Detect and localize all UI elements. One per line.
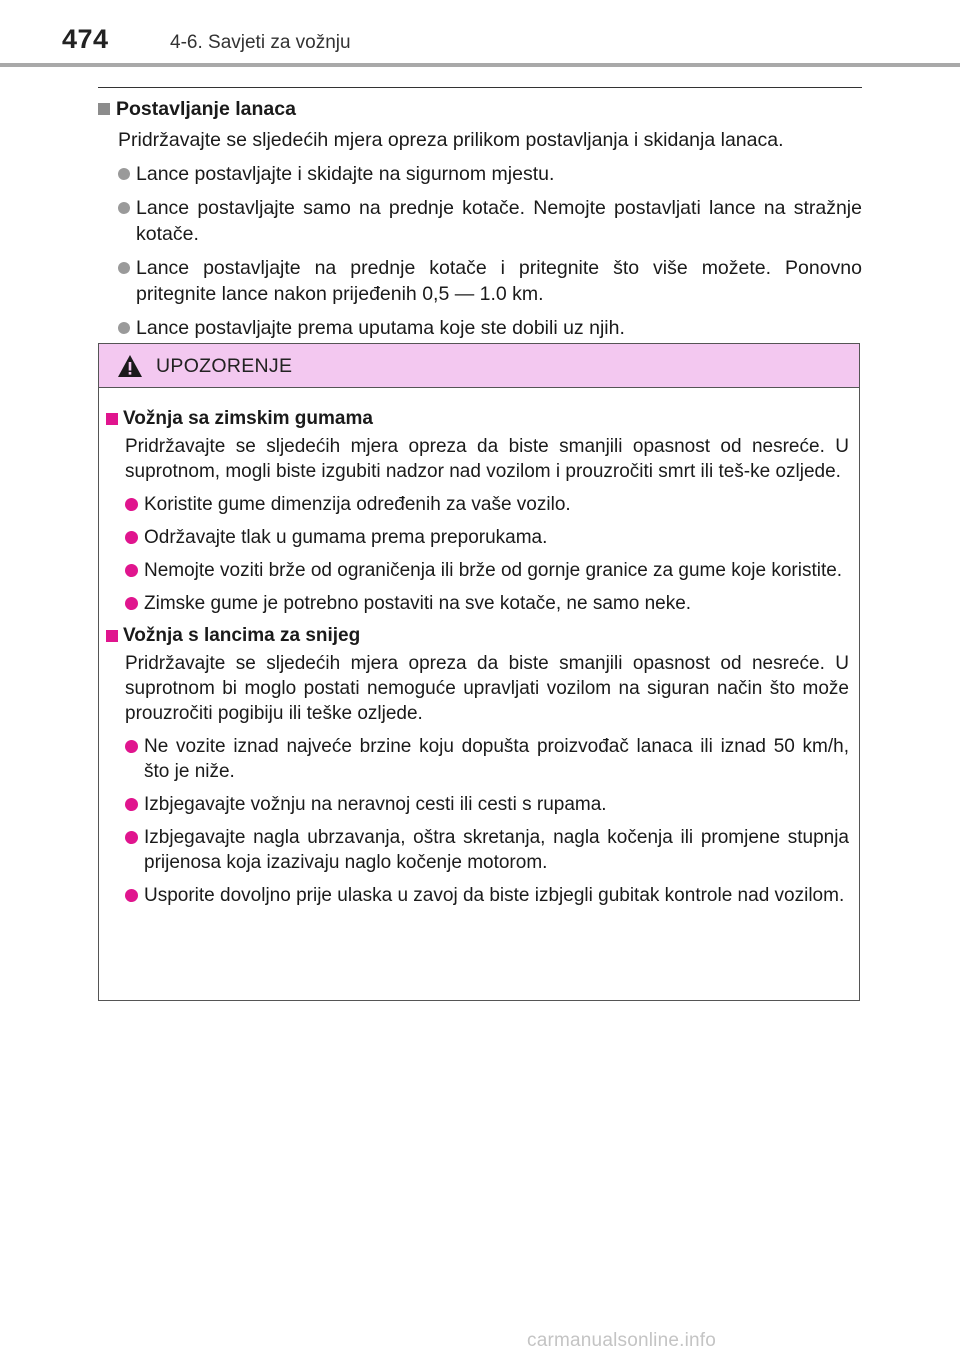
list-item xyxy=(118,255,862,307)
warning-section-heading xyxy=(106,623,849,648)
list-item xyxy=(125,558,849,583)
warning-section-snow-chains xyxy=(106,623,849,908)
warning-header xyxy=(99,344,859,388)
list-item xyxy=(125,525,849,550)
list-item xyxy=(125,492,849,517)
content-top-rule xyxy=(98,87,862,88)
list-item-text: Izbjegavajte vožnju na neravnoj cesti ili cesti s rupama. xyxy=(144,794,607,815)
bullet-dot-icon xyxy=(118,322,130,334)
list-item xyxy=(125,883,849,908)
header-rule xyxy=(0,63,960,67)
list-item-text: Ne vozite iznad najveće brzine koju dopušta proizvođač lanaca ili iznad 50 km/h, što je niže. xyxy=(144,736,849,782)
square-bullet-icon xyxy=(98,103,110,115)
list-item-text: Održavajte tlak u gumama prema preporukama. xyxy=(144,527,548,548)
list-item-text: Lance postavljajte prema uputama koje ste dobili uz njih. xyxy=(136,317,625,339)
warning-title: UPOZORENJE xyxy=(156,355,293,377)
section-title: 4-6. Savjeti za vožnju xyxy=(170,32,351,53)
warning-section-heading-text: Vožnja sa zimskim gumama xyxy=(123,408,373,429)
list-item-text: Izbjegavajte nagla ubrzavanja, oštra skretanja, nagla kočenja ili promjene stupnja prijenosa koja izazivaju naglo kočenje motorom. xyxy=(144,827,849,873)
section-heading-text: Postavljanje lanaca xyxy=(116,98,296,120)
bullet-dot-icon xyxy=(125,597,138,610)
list-item xyxy=(118,195,862,247)
warning-body xyxy=(99,388,859,908)
watermark: carmanualsonline.info xyxy=(527,1330,717,1351)
bullet-dot-icon xyxy=(125,889,138,902)
list-item-text: Nemojte voziti brže od ograničenja ili brže od gornje granice za gume koje koristite. xyxy=(144,560,843,581)
bullet-dot-icon xyxy=(125,531,138,544)
list-item xyxy=(125,825,849,875)
warning-section-intro: Pridržavajte se sljedećih mjera opreza da biste smanjili opasnost od nesreće. U suprotnom bi moglo postati nemoguće upravljati vozilom na siguran način što može prouzročiti pogibiju ili teške ozljede. xyxy=(125,653,849,724)
bullet-dot-icon xyxy=(118,168,130,180)
list-item-text: Usporite dovoljno prije ulaska u zavoj da biste izbjegli gubitak kontrole nad vozilom. xyxy=(144,885,845,906)
list-item xyxy=(125,792,849,817)
warning-triangle-icon xyxy=(117,354,143,378)
list-item-text: Zimske gume je potrebno postaviti na sve kotače, ne samo neke. xyxy=(144,593,692,614)
bullet-dot-icon xyxy=(118,262,130,274)
list-item-text: Lance postavljajte na prednje kotače i pritegnite što više možete. Ponovno pritegnite lance nakon prijeđenih 0,5 — 1.0 km. xyxy=(136,257,862,305)
list-item xyxy=(125,591,849,616)
list-item-text: Koristite gume dimenzija određenih za vaše vozilo. xyxy=(144,494,571,515)
square-bullet-icon xyxy=(106,630,118,642)
bullet-dot-icon xyxy=(125,740,138,753)
warning-section-heading xyxy=(106,406,849,431)
bullet-dot-icon xyxy=(125,798,138,811)
chains-install-section xyxy=(98,96,862,341)
list-item-text: Lance postavljajte samo na prednje kotače. Nemojte postavljati lance na stražnje kotače. xyxy=(136,197,862,245)
square-bullet-icon xyxy=(106,413,118,425)
bullet-dot-icon xyxy=(125,498,138,511)
warning-section-winter-tires xyxy=(106,406,849,616)
warning-section-heading-text: Vožnja s lancima za snijeg xyxy=(123,625,361,646)
section-heading xyxy=(98,96,862,122)
warning-box xyxy=(98,343,860,1001)
bullet-dot-icon xyxy=(118,202,130,214)
list-item xyxy=(118,315,862,341)
page-number: 474 xyxy=(62,24,109,54)
section-intro: Pridržavajte se sljedećih mjera opreza prilikom postavljanja i skidanja lanaca. xyxy=(118,129,784,151)
list-item-text: Lance postavljajte i skidajte na sigurnom mjestu. xyxy=(136,163,555,185)
warning-section-intro: Pridržavajte se sljedećih mjera opreza da biste smanjili opasnost od nesreće. U suprotnom, mogli biste izgubiti nadzor nad vozilom i prouzročiti smrt ili teš-ke ozljede. xyxy=(125,436,849,482)
list-item xyxy=(118,161,862,187)
page-header xyxy=(0,0,960,72)
bullet-dot-icon xyxy=(125,564,138,577)
bullet-dot-icon xyxy=(125,831,138,844)
list-item xyxy=(125,734,849,784)
